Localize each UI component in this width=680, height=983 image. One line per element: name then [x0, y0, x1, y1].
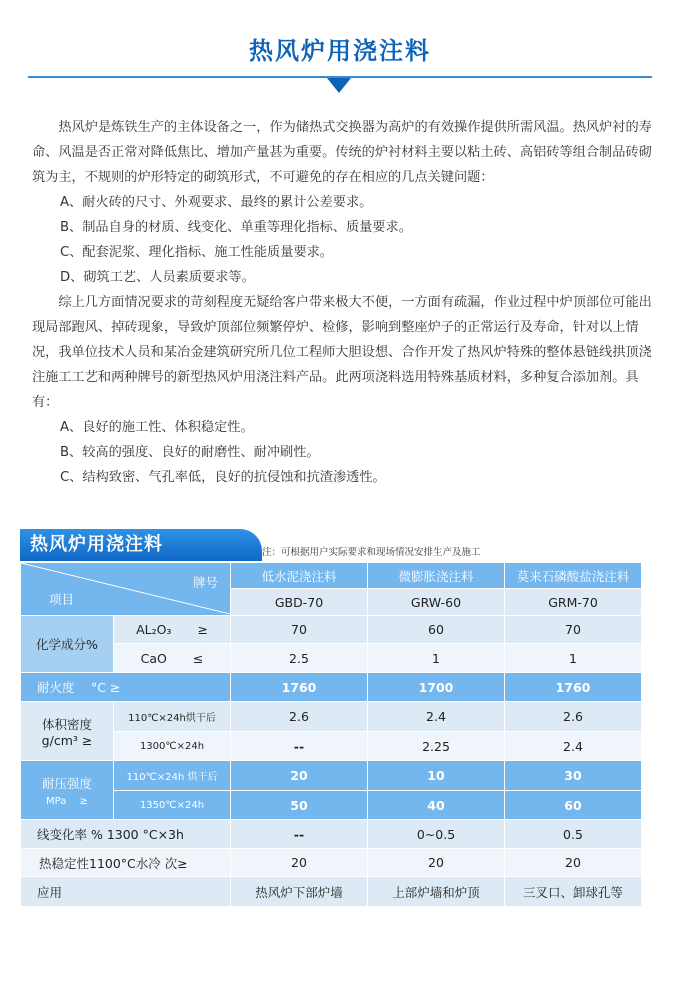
product-header: 莫来石磷酸盐浇注料 [505, 563, 641, 588]
chem-subrow-label [114, 644, 230, 671]
table-row [21, 877, 641, 906]
list-item: A、良好的施工性、体积稳定性。 [60, 420, 254, 435]
section-banner [20, 529, 262, 561]
value-cell: 20 [231, 761, 367, 790]
table-row [21, 849, 641, 876]
section-note: 注：可根据用户实际要求和现场情况安排生产及施工 [262, 547, 481, 558]
value-cell: 60 [368, 616, 504, 643]
density-label-line2: g/cm³ ≥ [41, 732, 93, 748]
value-cell: 2.4 [505, 732, 641, 761]
condition-cell: 110℃×24h 烘干后 [114, 761, 230, 790]
value-cell: 2.25 [368, 732, 504, 761]
value-cell: 0~0.5 [368, 820, 504, 847]
value-cell: 20 [505, 849, 641, 876]
table-row [21, 673, 641, 702]
value-cell: 2.4 [368, 702, 504, 731]
value-cell: 10 [368, 761, 504, 790]
table-row [21, 761, 641, 790]
list-item: C、配套泥浆、理化指标、施工性能质量要求。 [60, 245, 333, 260]
value-cell: 70 [231, 616, 367, 643]
header-diagonal-cell [21, 563, 230, 615]
chem-operator: ≥ [197, 622, 208, 638]
value-cell: -- [231, 820, 367, 847]
thermal-stability-label: 热稳定性1100°C水冷 次≥ [21, 849, 230, 876]
value-cell: 1760 [505, 673, 641, 702]
value-cell: 70 [505, 616, 641, 643]
condition-cell: 1300℃×24h [114, 732, 230, 761]
intro-text [32, 115, 656, 490]
list-item: A、耐火砖的尺寸、外观要求、最终的累计公差要求。 [60, 195, 373, 210]
chem-name: CaO [140, 650, 167, 666]
value-cell: -- [231, 732, 367, 761]
chem-operator: ≤ [192, 650, 204, 666]
application-label: 应用 [21, 877, 230, 906]
value-cell: 50 [231, 791, 367, 820]
chem-subrow-label [114, 616, 230, 643]
intro-paragraph-1: 热风炉是炼铁生产的主体设备之一，作为储热式交换器为高炉的有效操作提供所需风温。热风炉衬的寿命、风温是否正常对降低焦比、增加产量甚为重要。传统的炉衬材料主要以粘土砖、高铝砖等组合制品砖砌筑为主，不规则的炉形特定的砌筑形式，不可避免的存在相应的几点关键问题： [32, 120, 652, 185]
value-cell: 20 [231, 849, 367, 876]
value-cell: 热风炉下部炉墙 [231, 877, 367, 906]
grade-cell: GBD-70 [231, 589, 367, 614]
value-cell: 40 [368, 791, 504, 820]
table-row [21, 563, 641, 588]
value-cell: 60 [505, 791, 641, 820]
density-label-line1: 体积密度 [41, 716, 92, 732]
refractoriness-label: 耐火度 °C ≥ [21, 673, 230, 702]
brand-label: 牌号 [192, 575, 218, 591]
value-cell: 1700 [368, 673, 504, 702]
linear-change-label: 线变化率 % 1300 °C×3h [21, 820, 230, 847]
value-cell: 上部炉墙和炉顶 [368, 877, 504, 906]
grade-cell: GRW-60 [368, 589, 504, 614]
strength-label-line1: 耐压强度 [41, 775, 92, 791]
strength-label [21, 761, 113, 819]
value-cell: 2.5 [231, 644, 367, 671]
chem-name: AL₂O₃ [136, 622, 172, 638]
value-cell: 1 [368, 644, 504, 671]
page-title: 热风炉用浇注料 [249, 37, 431, 65]
value-cell: 30 [505, 761, 641, 790]
value-cell: 1 [505, 644, 641, 671]
table-row [21, 732, 641, 761]
list-item: B、制品自身的材质、线变化、单重等理化指标、质量要求。 [60, 220, 412, 235]
value-cell: 0.5 [505, 820, 641, 847]
down-arrow-icon [327, 78, 351, 93]
list-item: C、结构致密、气孔率低，良好的抗侵蚀和抗渣渗透性。 [60, 470, 386, 485]
intro-paragraph-2: 综上几方面情况要求的苛刻程度无疑给客户带来极大不便，一方面有疏漏，作业过程中炉顶部位可能出现局部跑风、掉砖现象，导致炉顶部位频繁停炉、检修，影响到整座炉子的正常运行及寿命，针对以上情况，我单位技术人员和某冶金建筑研究所几位工程师大胆设想、合作开发了热风炉特殊的整体悬链线拱顶浇注施工工艺和两种牌号的新型热风炉用浇注料产品。此两项浇料选用特殊基质材料，多种复合添加剂。具有： [32, 295, 652, 410]
table-row [21, 791, 641, 820]
item-label: 项目 [49, 592, 75, 608]
density-label [21, 702, 113, 760]
list-item: B、较高的强度、良好的耐磨性、耐冲刷性。 [60, 445, 320, 460]
table-row [21, 702, 641, 731]
value-cell: 2.6 [231, 702, 367, 731]
grade-cell: GRM-70 [505, 589, 641, 614]
strength-label-line2: MPa ≥ [46, 795, 88, 807]
chem-label: 化学成分% [21, 616, 113, 672]
value-cell: 20 [368, 849, 504, 876]
value-cell: 2.6 [505, 702, 641, 731]
spec-table [20, 562, 642, 907]
section-title: 热风炉用浇注料 [30, 534, 163, 555]
value-cell: 1760 [231, 673, 367, 702]
product-header: 低水泥浇注料 [231, 563, 367, 588]
condition-cell: 110℃×24h烘干后 [114, 702, 230, 731]
table-row [21, 616, 641, 643]
table-row [21, 644, 641, 671]
table-row [21, 820, 641, 847]
list-item: D、砌筑工艺、人员素质要求等。 [60, 270, 255, 285]
condition-cell: 1350℃×24h [114, 791, 230, 820]
value-cell: 三叉口、卸球孔等 [505, 877, 641, 906]
product-header: 微膨胀浇注料 [368, 563, 504, 588]
